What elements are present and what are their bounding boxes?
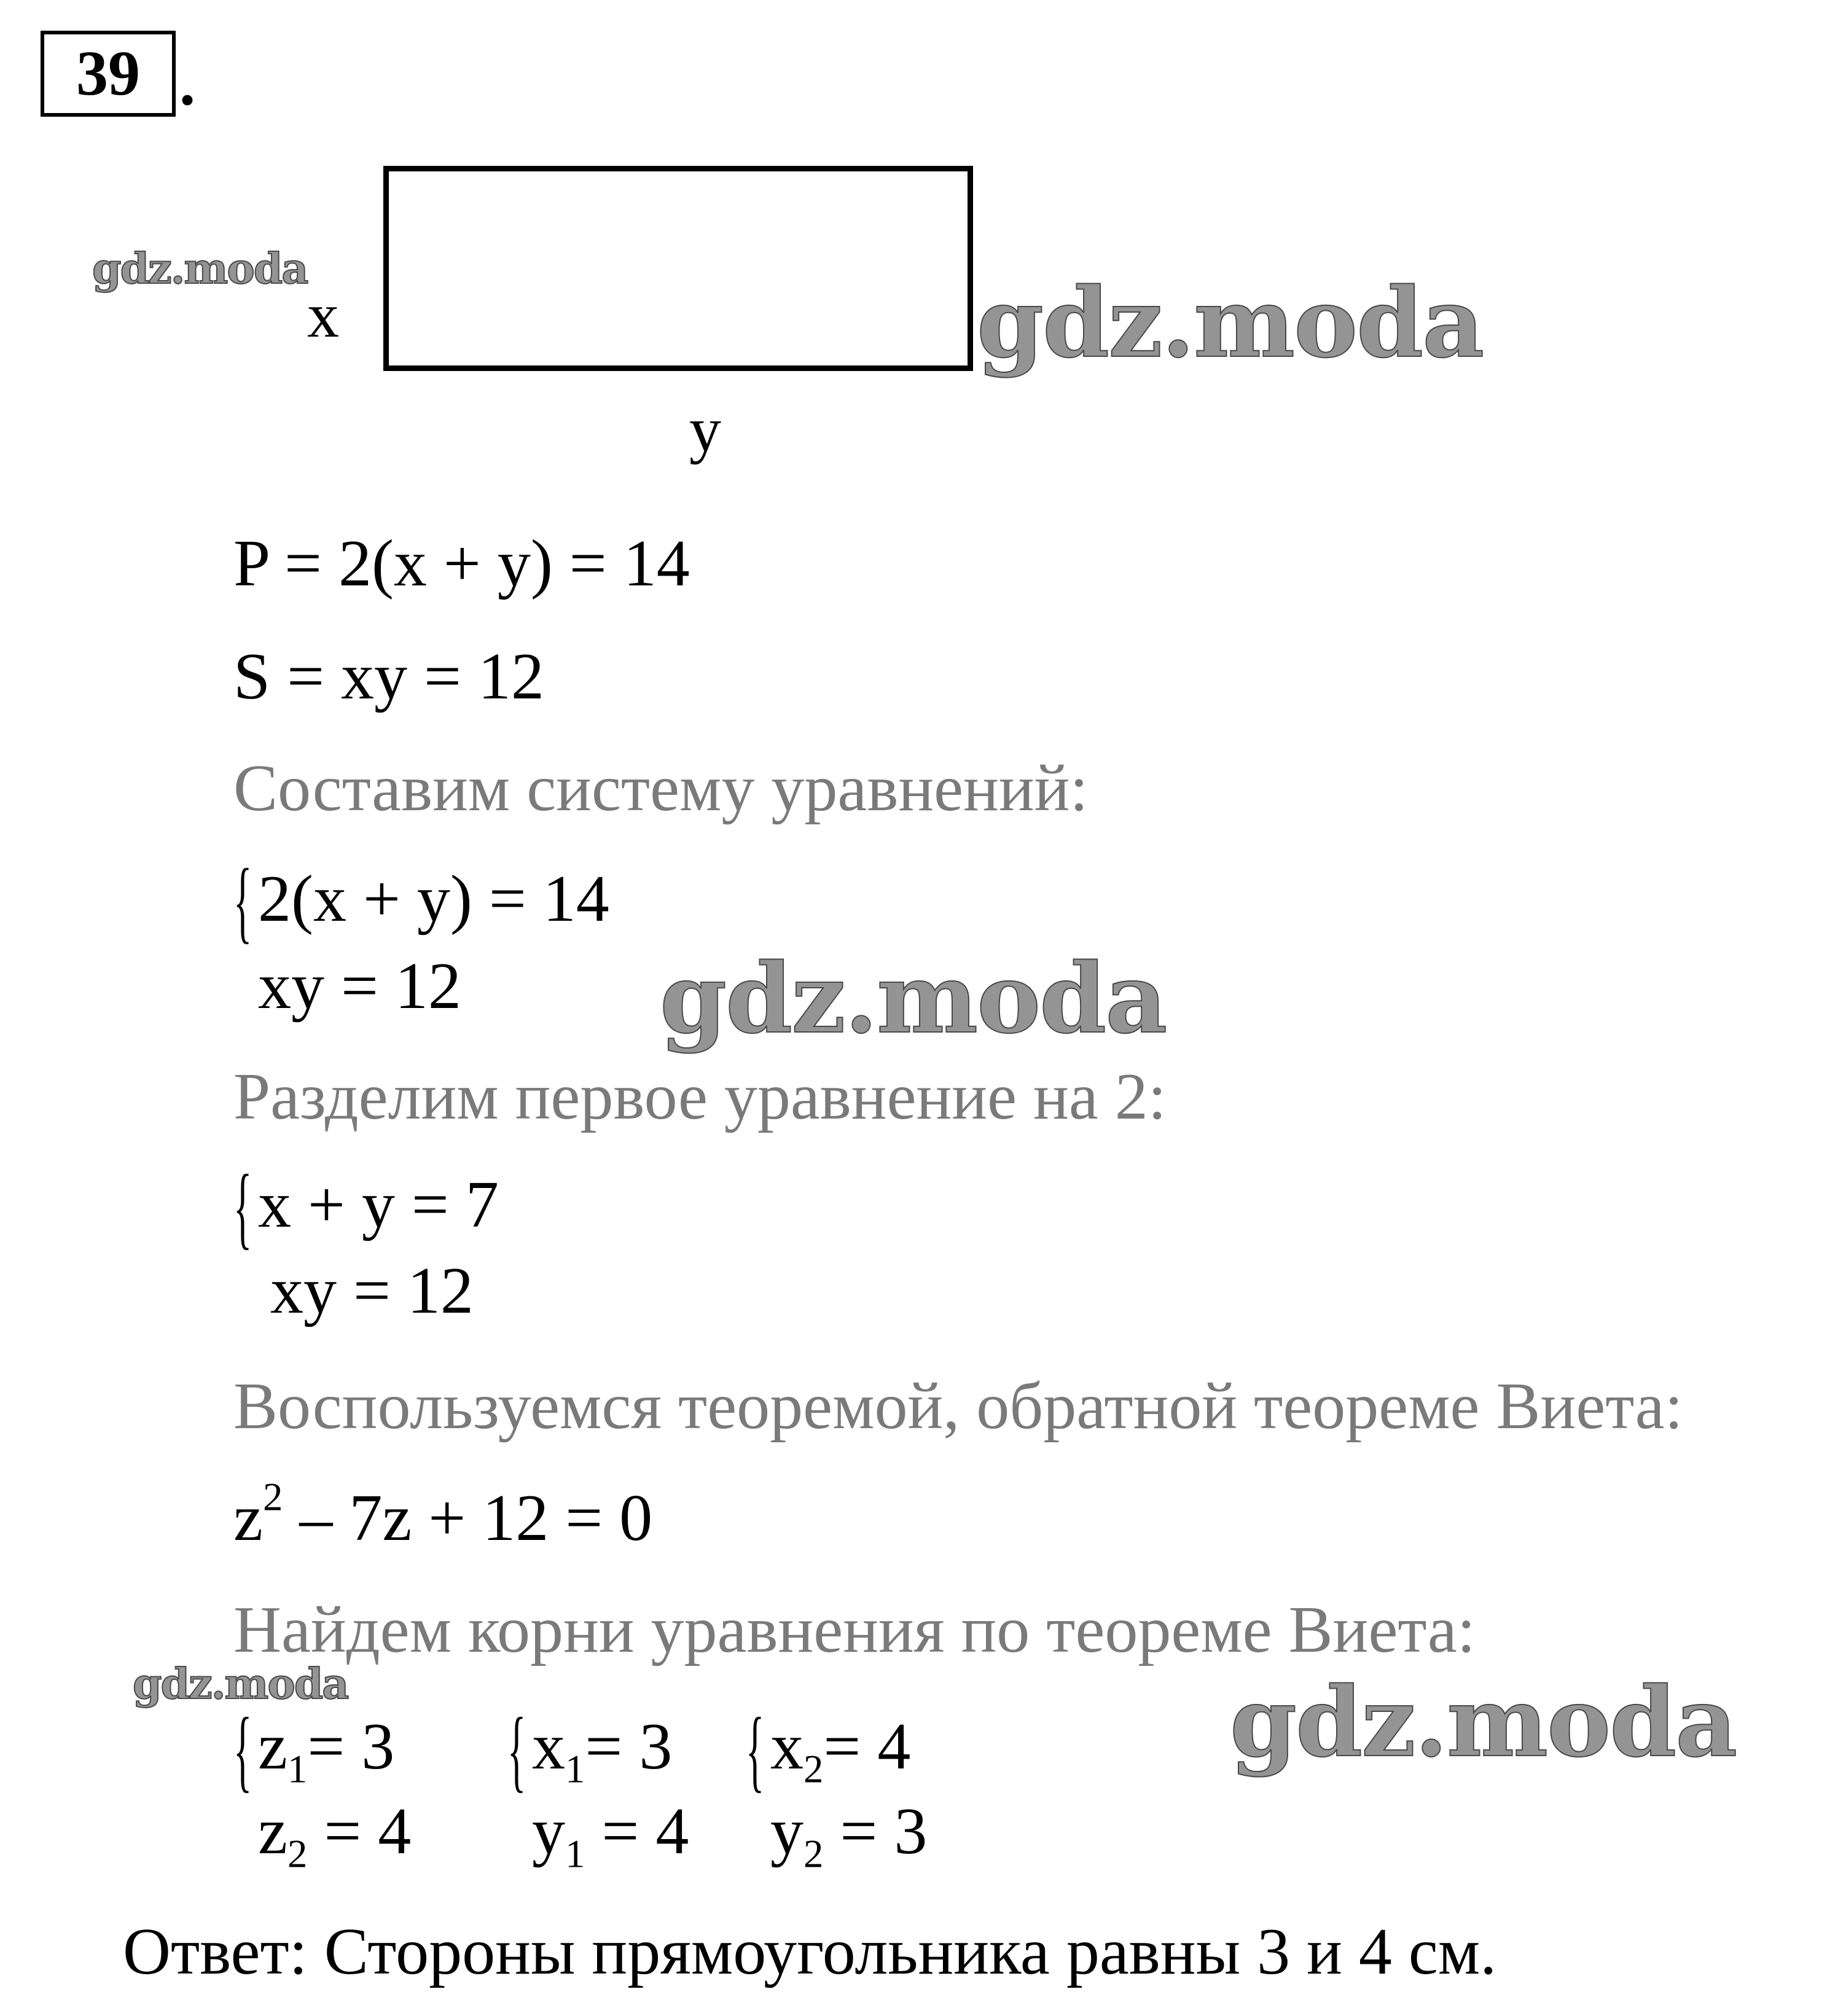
root-z1: $z_1= 3$ bbox=[258, 1710, 395, 1792]
watermark-logo: gdz.moda bbox=[92, 244, 308, 294]
answer-line: Ответ: Стороны прямоугольника равны 3 и 4 см. bbox=[123, 1915, 1497, 1988]
watermark-logo: gdz.moda bbox=[1230, 1666, 1737, 1778]
quadratic-equation: $z^2 - 7z + 12 = 0$ bbox=[233, 1475, 653, 1555]
step-compose-system: Составим систему уравнений: bbox=[233, 752, 1089, 825]
system-brace: { bbox=[233, 1699, 252, 1801]
problem-number-box bbox=[41, 31, 176, 117]
root-x2: $x_2= 4$ bbox=[770, 1710, 911, 1792]
watermark-logo: gdz.moda bbox=[133, 1660, 348, 1709]
root-y1: $y_1 = 4$ bbox=[532, 1795, 689, 1877]
perimeter-equation: P = 2(x + y) = 14 bbox=[233, 527, 690, 600]
watermark-logo: gdz.moda bbox=[977, 267, 1484, 379]
step-vieta-inverse: Воспользуемся теоремой, обратной теореме Виета: bbox=[233, 1370, 1683, 1443]
watermark-logo: gdz.moda bbox=[660, 942, 1167, 1055]
step-find-roots: Найдем корни уравнения по теореме Виета: bbox=[233, 1593, 1476, 1666]
rectangle-figure bbox=[383, 166, 973, 371]
system-brace: { bbox=[746, 1699, 765, 1801]
side-y-label: y bbox=[689, 394, 721, 465]
root-y2: $y_2 = 3$ bbox=[770, 1795, 928, 1877]
system1-equation-1: 2(x + y) = 14 bbox=[258, 862, 609, 936]
system2-equation-1: x + y = 7 bbox=[258, 1168, 499, 1241]
root-x1: $x_1= 3$ bbox=[532, 1710, 673, 1792]
step-divide: Разделим первое уравнение на 2: bbox=[233, 1060, 1167, 1133]
system-brace: { bbox=[507, 1699, 526, 1801]
root-z2: $z_2 = 4$ bbox=[258, 1795, 412, 1877]
area-equation: S = xy = 12 bbox=[233, 640, 544, 713]
problem-number: 39 bbox=[76, 38, 140, 109]
problem-number-dot: . bbox=[179, 48, 195, 119]
system1-equation-2: xy = 12 bbox=[258, 950, 461, 1023]
system2-equation-2: xy = 12 bbox=[270, 1254, 474, 1327]
system-brace: { bbox=[233, 850, 252, 952]
side-x-label: x bbox=[307, 280, 339, 351]
system-brace: { bbox=[233, 1156, 252, 1258]
